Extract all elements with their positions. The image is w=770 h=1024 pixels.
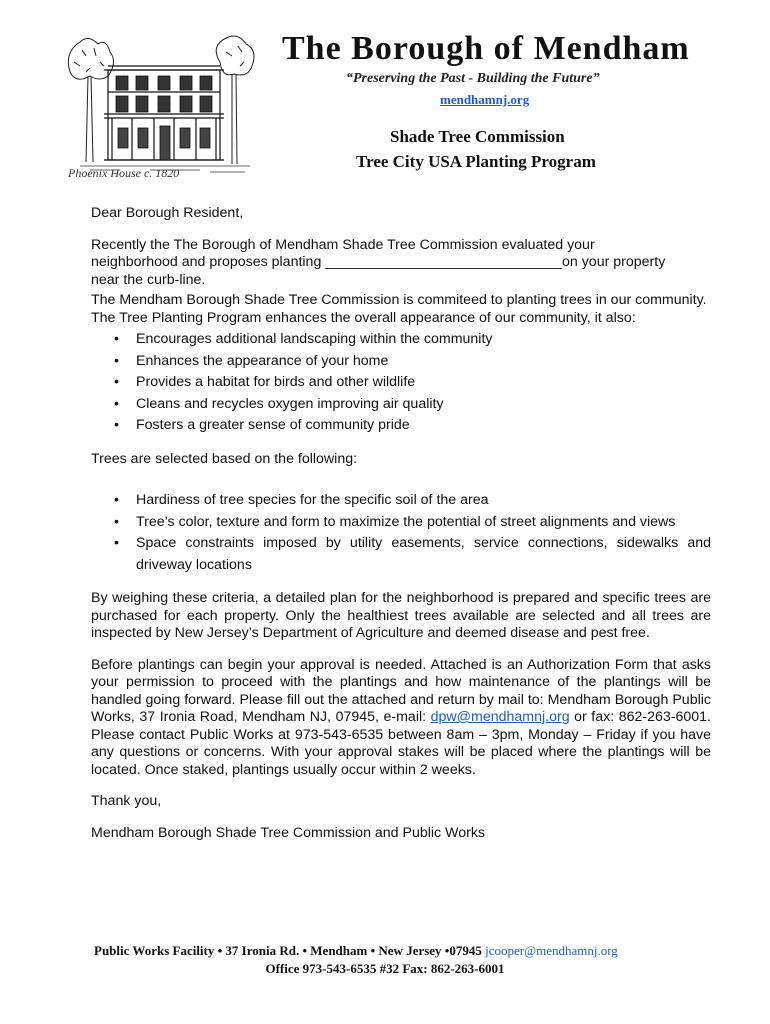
motto: “Preserving the Past - Building the Future”	[346, 71, 600, 86]
intro-line-3: near the curb-line.	[91, 271, 206, 288]
dpw-email-link[interactable]: dpw@mendhamnj.org	[430, 709, 570, 725]
list-item: • Provides a habitat for birds and other wildlife	[91, 372, 711, 394]
footer-phone-fax: Office 973-543-6535 #32 Fax: 862-263-6001	[265, 961, 505, 976]
weighing-paragraph: By weighing these criteria, a detailed plan for the neighborhood is prepared and specific trees are purchased for each property. Only the healthiest trees available are selected and all trees are inspected by New Jersey’s Department of Agriculture and deemed disease and pest free.	[91, 590, 711, 641]
letter-body	[91, 205, 711, 842]
benefits-list	[91, 329, 711, 437]
list-item: • Hardiness of tree species for the specific soil of the area	[91, 490, 711, 512]
website-link[interactable]: mendhamnj.org	[440, 92, 530, 107]
intro-line-1: Recently the The Borough of Mendham Shade Tree Commission evaluated your	[91, 236, 595, 253]
commission-name: Shade Tree Commission	[390, 127, 565, 146]
phoenix-house-sketch	[60, 32, 260, 182]
criteria-list	[91, 490, 711, 576]
intro-line-2: neighborhood and proposes planting ______________________________on your property	[91, 254, 666, 270]
list-item: • Tree’s color, texture and form to maximize the potential of street alignments and views	[91, 512, 711, 534]
list-item: • Cleans and recycles oxygen improving air quality	[91, 394, 711, 416]
list-item: • Enhances the appearance of your home	[91, 351, 711, 373]
logo-caption: Phoenix House c. 1820	[68, 166, 180, 180]
list-item: • Fosters a greater sense of community pride	[91, 415, 711, 437]
approval-text-a: Before plantings can begin your approval is needed. Attached is an Authorization Form that asks your permission to proceed with the plantings and how maintenance of the plantings will be handled going forward. Please fill out the attached and return by mail to: Mendham Borough Public Works, 37 Ironia Road, Mendham NJ, 07945, e-mail:	[91, 656, 711, 725]
page-title: The Borough of Mendham	[282, 30, 690, 67]
list-item: • Space constraints imposed by utility easements, service connections, sidewalks and driveway locations	[91, 533, 711, 576]
footer-email-link[interactable]: jcooper@mendhamnj.org	[485, 943, 618, 958]
thanks: Thank you,	[91, 793, 162, 809]
criteria-intro: Trees are selected based on the following:	[91, 450, 358, 467]
footer-address	[94, 943, 618, 959]
list-item: • Encourages additional landscaping within the community	[91, 329, 711, 351]
approval-text-b: or fax: 862-263-6001. Please contact Public Works at 973-543-6535 between 8am – 3pm, Monday – Friday if you have any questions or concerns. With your approval stakes will be placed where the plantings will be located. Once staked, plantings usually occur within 2 weeks.	[91, 709, 712, 778]
footer-address-text: Public Works Facility • 37 Ironia Rd. • Mendham • New Jersey •07945	[94, 943, 482, 958]
signature: Mendham Borough Shade Tree Commission and Public Works	[91, 824, 486, 841]
approval-paragraph	[91, 657, 711, 780]
greeting: Dear Borough Resident,	[91, 205, 244, 221]
program-name: Tree City USA Planting Program	[356, 152, 596, 171]
commitment-paragraph: The Mendham Borough Shade Tree Commission is commiteed to planting trees in our community. The Tree Planting Program enhances the overall appearance of our community, it also:	[91, 292, 707, 326]
